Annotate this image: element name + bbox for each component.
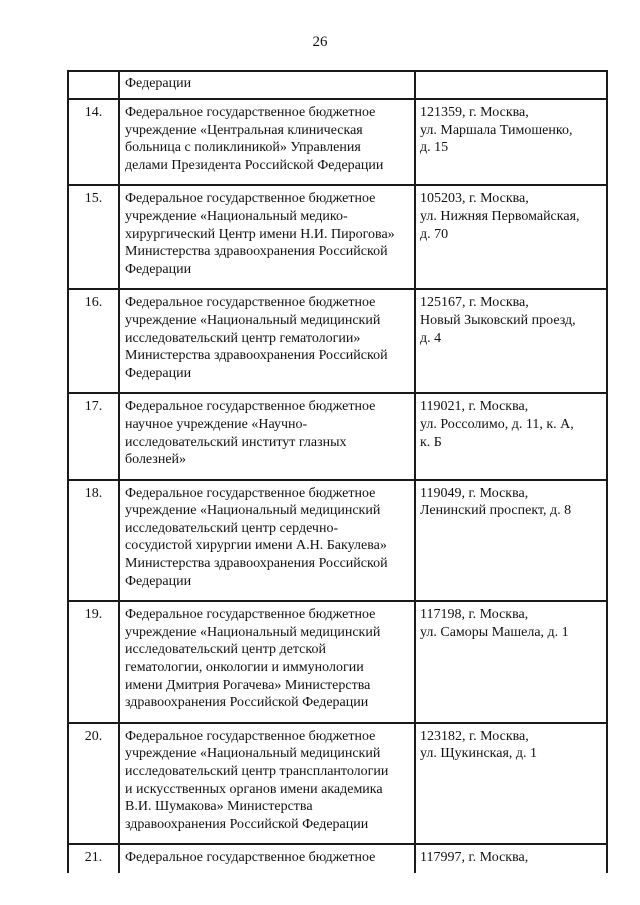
- institution-address: 117997, г. Москва,: [415, 844, 607, 873]
- table-row: [68, 289, 607, 393]
- institution-name: Федерации: [119, 71, 415, 99]
- row-number: 21.: [68, 844, 119, 873]
- page-number: 26: [312, 34, 328, 50]
- row-number: 16.: [68, 289, 119, 393]
- institution-name: Федеральное государственное бюджетное учреждение «Национальный медицинский исследовательский центр детской гематологии, онкологии и иммунологии имени Дмитрия Рогачева» Министерства здравоохранения Российской Федерации: [119, 601, 415, 723]
- table-row: [68, 601, 607, 723]
- institution-address: 121359, г. Москва, ул. Маршала Тимошенко, д. 15: [415, 99, 607, 185]
- table-row: [68, 844, 607, 873]
- row-number: 17.: [68, 393, 119, 479]
- institution-name: Федеральное государственное бюджетное учреждение «Национальный медицинский исследовательский центр гематологии» Министерства здравоохранения Российской Федерации: [119, 289, 415, 393]
- table-row: [68, 480, 607, 602]
- institution-address: 119021, г. Москва, ул. Россолимо, д. 11, к. А, к. Б: [415, 393, 607, 479]
- institution-name: Федеральное государственное бюджетное научное учреждение «Научно- исследовательский институт глазных болезней»: [119, 393, 415, 479]
- row-number: 20.: [68, 723, 119, 845]
- institution-address: [415, 71, 607, 99]
- institution-name: Федеральное государственное бюджетное учреждение «Центральная клиническая больница с поликлиникой» Управления делами Президента Российской Федерации: [119, 99, 415, 185]
- institution-address: 123182, г. Москва, ул. Щукинская, д. 1: [415, 723, 607, 845]
- institution-address: 125167, г. Москва, Новый Зыковский проезд, д. 4: [415, 289, 607, 393]
- institution-address: 119049, г. Москва, Ленинский проспект, д. 8: [415, 480, 607, 602]
- table-row: [68, 185, 607, 289]
- institution-address: 105203, г. Москва, ул. Нижняя Первомайская, д. 70: [415, 185, 607, 289]
- institution-name: Федеральное государственное бюджетное учреждение «Национальный медицинский исследовательский центр сердечно- сосудистой хирургии имени А.Н. Бакулева» Министерства здравоохранения Российской Федерации: [119, 480, 415, 602]
- institution-name: Федеральное государственное бюджетное: [119, 844, 415, 873]
- institution-name: Федеральное государственное бюджетное учреждение «Национальный медико- хирургический Центр имени Н.И. Пирогова» Министерства здравоохранения Российской Федерации: [119, 185, 415, 289]
- table-row: [68, 393, 607, 479]
- institution-name: Федеральное государственное бюджетное учреждение «Национальный медицинский исследовательский центр трансплантологии и искусственных органов имени академика В.И. Шумакова» Министерства здравоохранения Российской Федерации: [119, 723, 415, 845]
- row-number: 14.: [68, 99, 119, 185]
- table-row: [68, 723, 607, 845]
- institution-address: 117198, г. Москва, ул. Саморы Машела, д. 1: [415, 601, 607, 723]
- row-number: 19.: [68, 601, 119, 723]
- table-row: [68, 99, 607, 185]
- institutions-table: [67, 70, 608, 873]
- row-number: 18.: [68, 480, 119, 602]
- table-row: [68, 71, 607, 99]
- row-number: [68, 71, 119, 99]
- row-number: 15.: [68, 185, 119, 289]
